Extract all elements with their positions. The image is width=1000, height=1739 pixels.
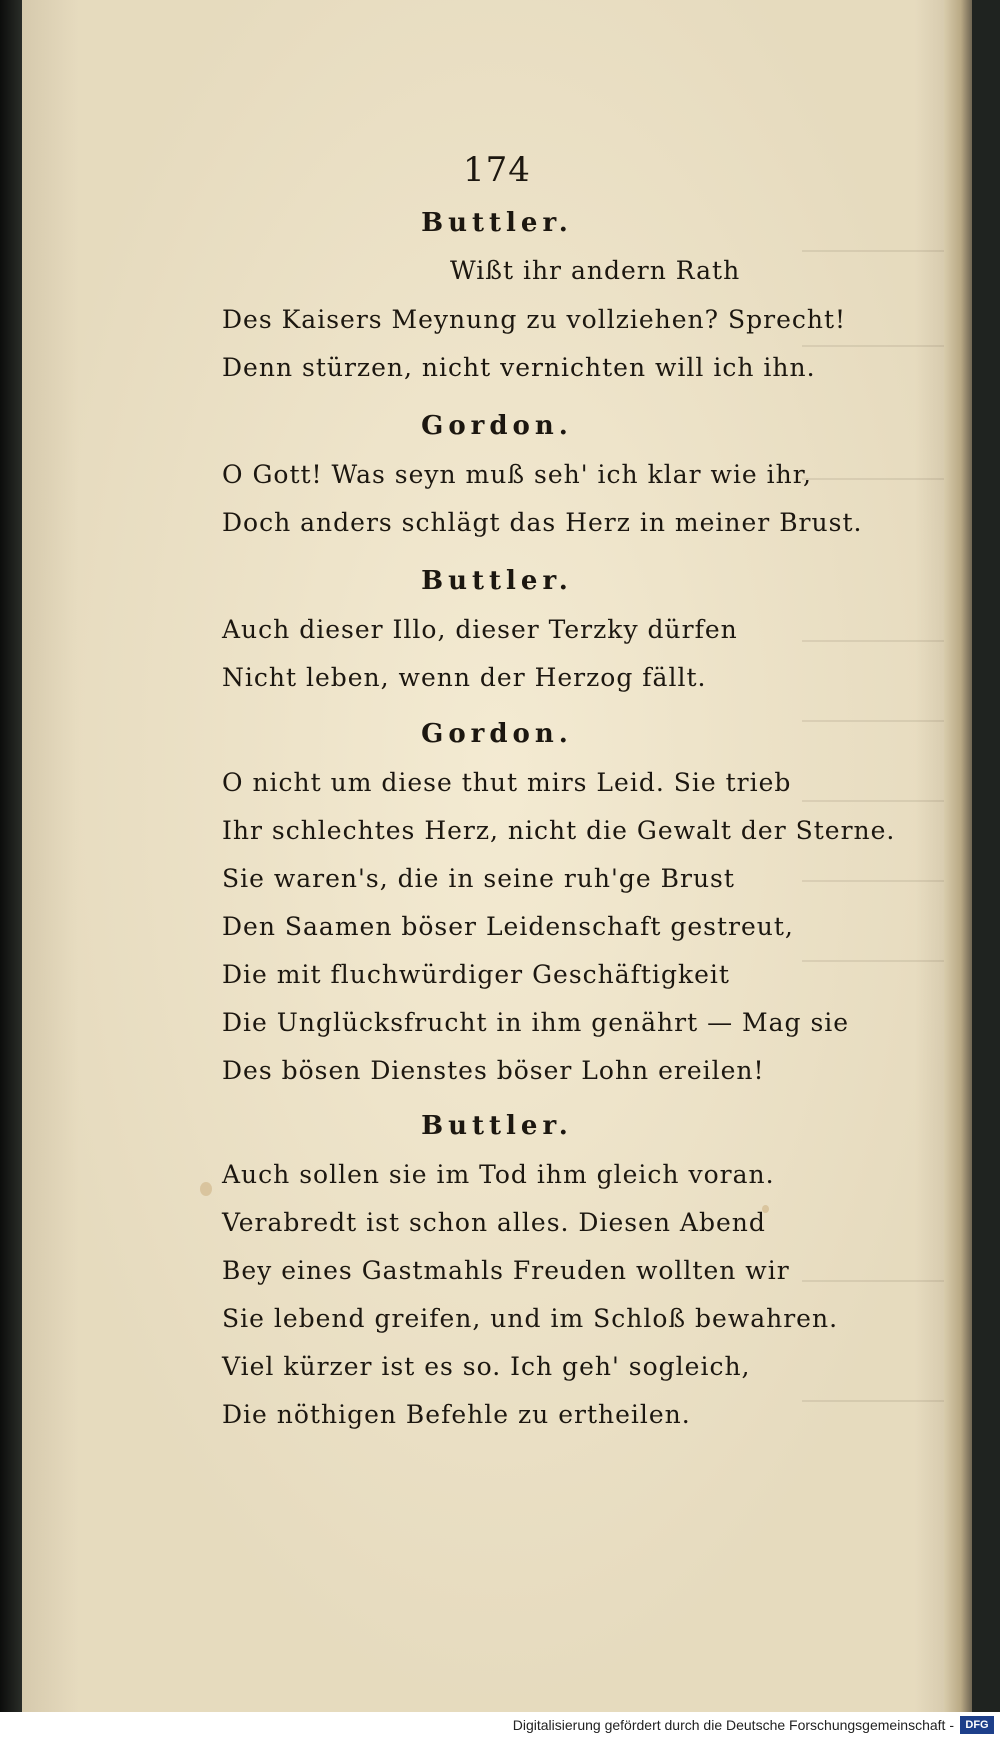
scan-background-left	[0, 0, 22, 1739]
verse-line: Auch sollen sie im Tod ihm gleich voran.	[222, 1160, 775, 1189]
verse-line: Wißt ihr andern Rath	[450, 256, 741, 285]
footer-bar	[0, 1712, 1000, 1739]
verse-line: Des Kaisers Meynung zu vollziehen? Sprecht!	[222, 305, 847, 334]
verse-line: Des bösen Dienstes böser Lohn ereilen!	[222, 1056, 765, 1085]
speaker-name: Gordon.	[421, 411, 573, 441]
verse-line: Ihr schlechtes Herz, nicht die Gewalt der Sterne.	[222, 816, 896, 845]
verse-line: Auch dieser Illo, dieser Terzky dürfen	[222, 615, 738, 644]
verse-line: O Gott! Was seyn muß seh' ich klar wie ihr,	[222, 460, 812, 489]
speaker-name: Buttler.	[421, 1111, 573, 1141]
verse-line: Nicht leben, wenn der Herzog fällt.	[222, 663, 707, 692]
verse-line: Bey eines Gastmahls Freuden wollten wir	[222, 1256, 790, 1285]
funding-credit: Digitalisierung gefördert durch die Deutsche Forschungsgemeinschaft -	[512, 1717, 954, 1733]
speaker-name: Gordon.	[421, 719, 573, 749]
verse-line: Viel kürzer ist es so. Ich geh' sogleich,	[222, 1352, 751, 1381]
verse-line: O nicht um diese thut mirs Leid. Sie trieb	[222, 768, 792, 797]
verse-line: Die mit fluchwürdiger Geschäftigkeit	[222, 960, 730, 989]
verse-line: Sie waren's, die in seine ruh'ge Brust	[222, 864, 735, 893]
verse-line: Denn stürzen, nicht vernichten will ich ihn.	[222, 353, 816, 382]
verse-line: Die Unglücksfrucht in ihm genährt — Mag sie	[222, 1008, 850, 1037]
speaker-name: Buttler.	[421, 566, 573, 596]
verse-line: Doch anders schlägt das Herz in meiner Brust.	[222, 508, 863, 537]
speaker-name: Buttler.	[421, 208, 573, 238]
verse-line: Sie lebend greifen, und im Schloß bewahren.	[222, 1304, 839, 1333]
verse-line: Die nöthigen Befehle zu ertheilen.	[222, 1400, 691, 1429]
verse-line: Verabredt ist schon alles. Diesen Abend	[222, 1208, 766, 1237]
dfg-logo-icon: DFG	[960, 1716, 994, 1734]
verse-line: Den Saamen böser Leidenschaft gestreut,	[222, 912, 794, 941]
book-page	[22, 0, 972, 1712]
page-content	[22, 0, 972, 1712]
page-number: 174	[463, 150, 531, 190]
